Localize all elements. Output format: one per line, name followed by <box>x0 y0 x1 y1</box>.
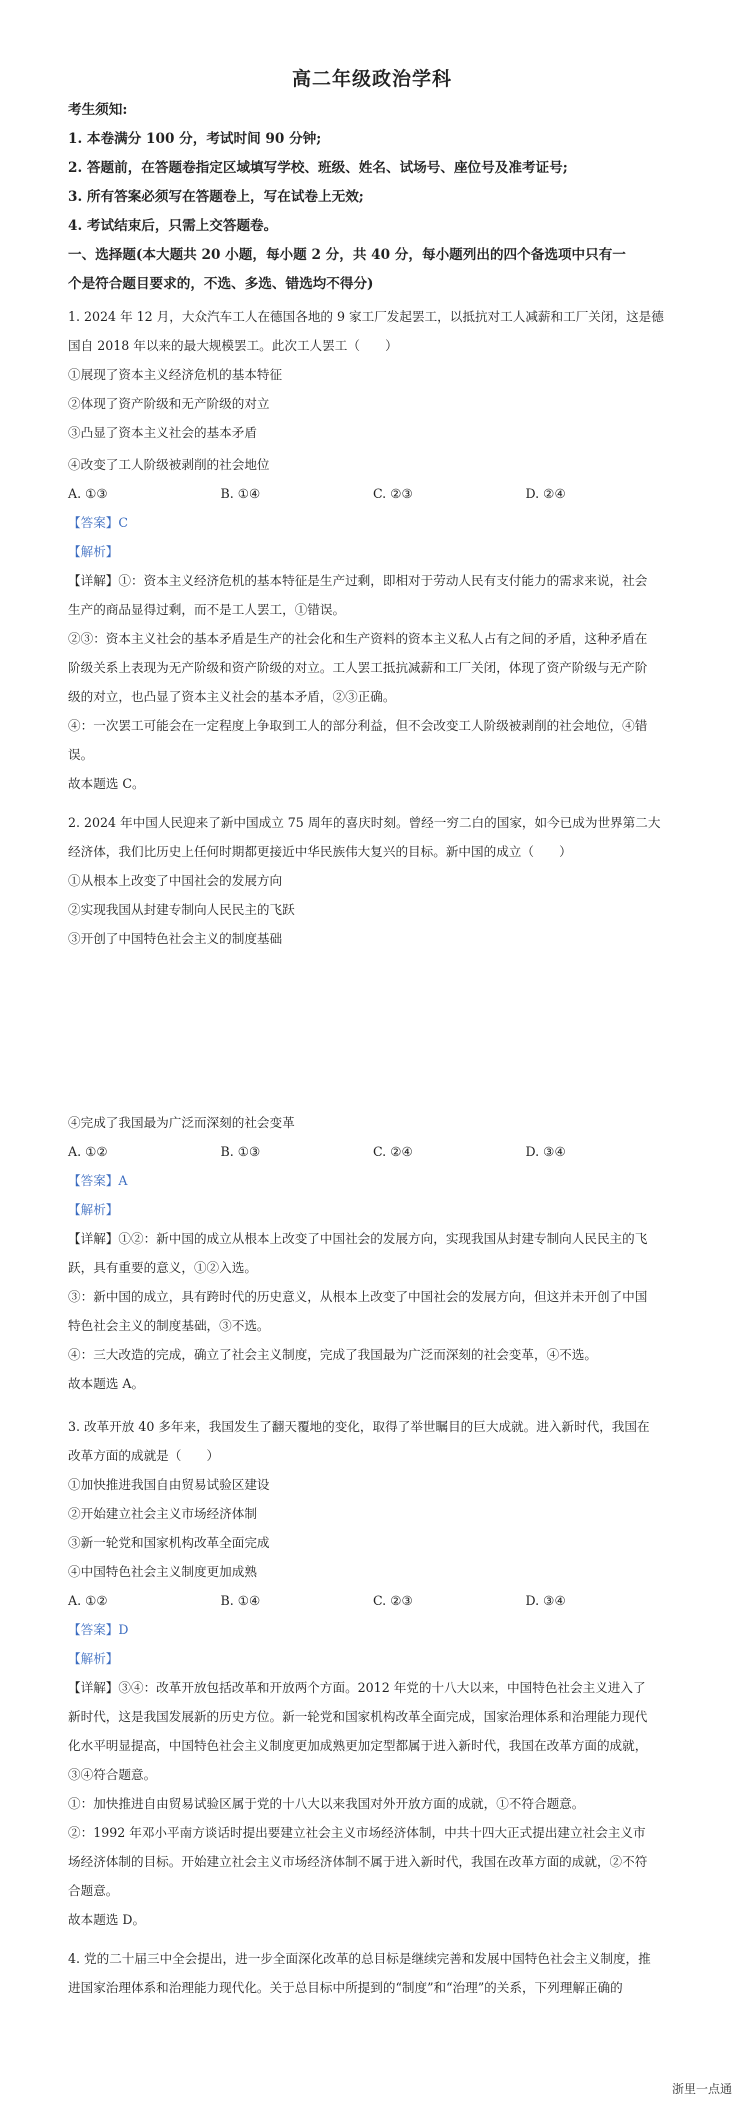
explanation: 阶级关系上表现为无产阶级和资产阶级的对立。工人罢工抵抗减薪和工厂关闭，体现了资产阶级与无产阶 <box>68 660 648 675</box>
explanation: 场经济体制的目标。开始建立社会主义市场经济体制不属于进入新时代，我国在改革方面的成就，②不符 <box>68 1854 648 1869</box>
statement: ③新一轮党和国家机构改革全面完成 <box>68 1535 270 1550</box>
analysis-label: 【解析】 <box>68 1651 119 1666</box>
question-4 <box>68 1944 678 2002</box>
analysis-label: 【解析】 <box>68 1202 119 1217</box>
explanation: 故本题选 C。 <box>68 776 145 791</box>
explanation: ③④符合题意。 <box>68 1767 157 1782</box>
answer-label: 【答案】D <box>68 1622 129 1637</box>
statement: ②体现了资产阶级和无产阶级的对立 <box>68 396 270 411</box>
explanation: 故本题选 A。 <box>68 1376 145 1391</box>
explanation: 【详解】①：资本主义经济危机的基本特征是生产过剩，即相对于劳动人民有支付能力的需求来说，社会 <box>68 573 648 588</box>
section-heading: 一、选择题(本大题共 20 小题，每小题 2 分，共 40 分，每小题列出的四个备选项中只有一 <box>68 247 626 263</box>
question-3 <box>68 1412 678 1934</box>
analysis-label: 【解析】 <box>68 544 119 559</box>
option-a: A. ①② <box>68 1593 108 1608</box>
explanation: ③：新中国的成立，具有跨时代的历史意义，从根本上改变了中国社会的发展方向，但这并未开创了中国 <box>68 1289 648 1304</box>
notice-item: 3. 所有答案必须写在答题卷上，写在试卷上无效; <box>68 189 364 205</box>
exam-notice <box>68 96 678 299</box>
question-stem: 1. 2024 年 12 月，大众汽车工人在德国各地的 9 家工厂发起罢工，以抵抗对工人减薪和工厂关闭，这是德 <box>68 309 664 324</box>
explanation: 误。 <box>68 747 94 762</box>
option-a: A. ①③ <box>68 486 108 501</box>
question-stem: 国自 2018 年以来的最大规模罢工。此次工人罢工（ ） <box>68 338 398 353</box>
option-d: D. ②④ <box>525 486 566 501</box>
page-title: 高二年级政治学科 <box>291 68 452 90</box>
notice-item: 2. 答题前，在答题卷指定区域填写学校、班级、姓名、试场号、座位号及准考证号; <box>68 160 568 176</box>
statement: ④完成了我国最为广泛而深刻的社会变革 <box>68 1115 295 1130</box>
option-b: B. ①③ <box>220 1144 261 1159</box>
statement: ④改变了工人阶级被剥削的社会地位 <box>68 457 270 472</box>
question-2-continued <box>68 1108 678 1398</box>
explanation: ④：一次罢工可能会在一定程度上争取到工人的部分利益，但不会改变工人阶级被剥削的社会地位，④错 <box>68 718 648 733</box>
question-stem: 进国家治理体系和治理能力现代化。关于总目标中所提到的“制度”和“治理”的关系，下列理解正确的 <box>68 1980 623 1995</box>
footer-watermark: 浙里一点通 <box>671 2082 732 2096</box>
explanation: 生产的商品显得过剩，而不是工人罢工，①错误。 <box>68 602 346 617</box>
option-c: C. ②③ <box>373 486 413 501</box>
answer-label: 【答案】C <box>68 515 129 530</box>
explanation: ④：三大改造的完成，确立了社会主义制度，完成了我国最为广泛而深刻的社会变革，④不选。 <box>68 1347 597 1362</box>
explanation: 【详解】③④：改革开放包括改革和开放两个方面。2012 年党的十八大以来，中国特色社会主义进入了 <box>68 1680 646 1695</box>
statement: ④中国特色社会主义制度更加成熟 <box>68 1564 257 1579</box>
explanation: 级的对立，也凸显了资本主义社会的基本矛盾，②③正确。 <box>68 689 396 704</box>
option-b: B. ①④ <box>220 1593 261 1608</box>
explanation: ②③：资本主义社会的基本矛盾是生产的社会化和生产资料的资本主义私人占有之间的矛盾，这种矛盾在 <box>68 631 648 646</box>
explanation: 特色社会主义的制度基础，③不选。 <box>68 1318 270 1333</box>
statement: ①展现了资本主义经济危机的基本特征 <box>68 367 283 382</box>
option-d: D. ③④ <box>525 1593 566 1608</box>
question-stem: 经济体，我们比历史上任何时期都更接近中华民族伟大复兴的目标。新中国的成立（ ） <box>68 844 572 859</box>
question-stem: 2. 2024 年中国人民迎来了新中国成立 75 周年的喜庆时刻。曾经一穷二白的国家，如今已成为世界第二大 <box>68 815 661 830</box>
explanation: 跃，具有重要的意义，①②入选。 <box>68 1260 257 1275</box>
statement: ③开创了中国特色社会主义的制度基础 <box>68 931 283 946</box>
question-stem: 3. 改革开放 40 多年来，我国发生了翻天覆地的变化，取得了举世瞩目的巨大成就。进入新时代，我国在 <box>68 1419 650 1434</box>
explanation: 新时代，这是我国发展新的历史方位。新一轮党和国家机构改革全面完成，国家治理体系和治理能力现代 <box>68 1709 648 1724</box>
options-row <box>68 1586 678 1615</box>
statement: ②实现我国从封建专制向人民民主的飞跃 <box>68 902 295 917</box>
explanation: ②：1992 年邓小平南方谈话时提出要建立社会主义市场经济体制，中共十四大正式提出建立社会主义市 <box>68 1825 646 1840</box>
notice-heading: 考生须知: <box>68 102 128 118</box>
notice-item: 1. 本卷满分 100 分，考试时间 90 分钟; <box>68 131 322 147</box>
option-c: C. ②④ <box>373 1144 413 1159</box>
answer-label: 【答案】A <box>68 1173 128 1188</box>
notice-item: 4. 考试结束后，只需上交答题卷。 <box>68 218 278 234</box>
option-a: A. ①② <box>68 1144 108 1159</box>
options-row <box>68 1137 678 1166</box>
explanation: 故本题选 D。 <box>68 1912 146 1927</box>
explanation: ①：加快推进自由贸易试验区属于党的十八大以来我国对外开放方面的成就，①不符合题意。 <box>68 1796 585 1811</box>
statement: ②开始建立社会主义市场经济体制 <box>68 1506 257 1521</box>
option-b: B. ①④ <box>220 486 261 501</box>
question-1 <box>68 302 678 798</box>
explanation: 【详解】①②：新中国的成立从根本上改变了中国社会的发展方向，实现我国从封建专制向人民民主的飞 <box>68 1231 648 1246</box>
explanation: 合题意。 <box>68 1883 119 1898</box>
options-row <box>68 479 678 508</box>
option-c: C. ②③ <box>373 1593 413 1608</box>
explanation: 化水平明显提高，中国特色社会主义制度更加成熟更加定型都属于进入新时代，我国在改革方面的成就， <box>68 1738 648 1753</box>
question-stem: 改革方面的成就是（ ） <box>68 1448 220 1463</box>
question-2 <box>68 808 678 953</box>
section-heading: 个是符合题目要求的，不选、多选、错选均不得分) <box>68 276 374 292</box>
option-d: D. ③④ <box>525 1144 566 1159</box>
statement: ①从根本上改变了中国社会的发展方向 <box>68 873 283 888</box>
statement: ③凸显了资本主义社会的基本矛盾 <box>68 425 257 440</box>
question-stem: 4. 党的二十届三中全会提出，进一步全面深化改革的总目标是继续完善和发展中国特色社会主义制度，推 <box>68 1951 651 1966</box>
statement: ①加快推进我国自由贸易试验区建设 <box>68 1477 270 1492</box>
